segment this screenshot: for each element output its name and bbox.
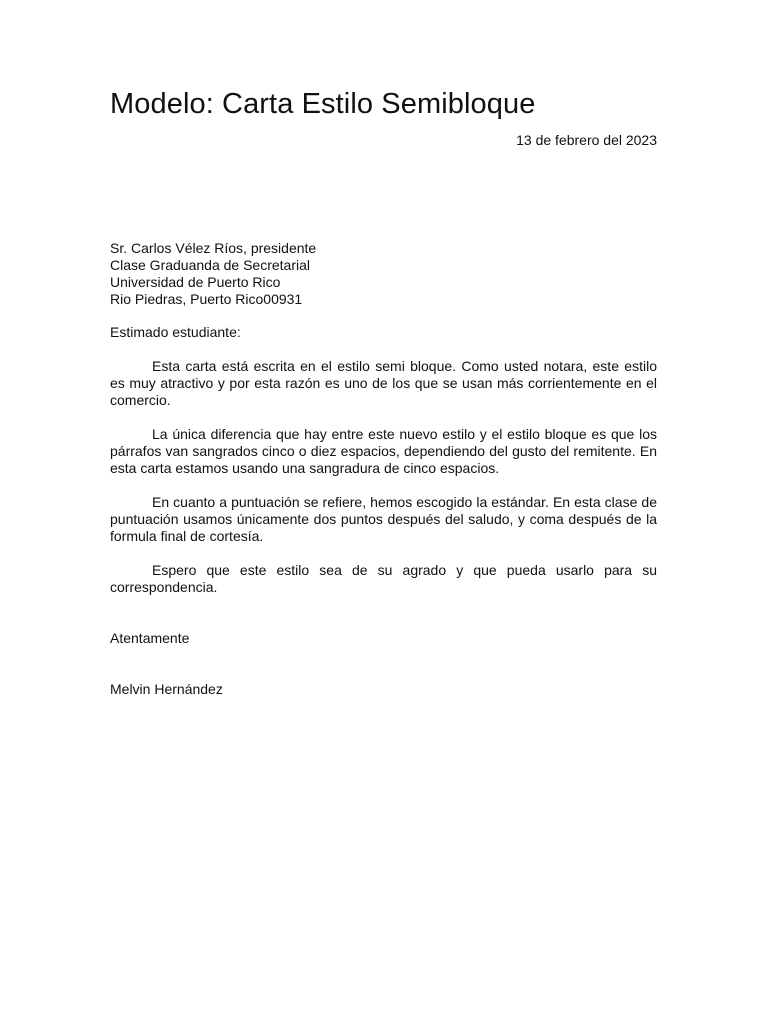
address-line: Sr. Carlos Vélez Ríos, presidente — [110, 240, 317, 256]
recipient-address — [110, 240, 657, 308]
letter-paragraph: La única diferencia que hay entre este nuevo estilo y el estilo bloque es que los párrafos van sangrados cinco o diez espacios, dependiendo del gusto del remitente. En esta carta estamos usando una sangradura de cinco espacios. — [110, 426, 657, 476]
address-line: Universidad de Puerto Rico — [110, 274, 281, 290]
salutation: Estimado estudiante: — [110, 324, 241, 340]
address-line: Clase Graduanda de Secretarial — [110, 257, 311, 273]
letter-body — [110, 86, 657, 698]
closing: Atentamente — [110, 630, 190, 646]
address-line: Rio Piedras, Puerto Rico00931 — [110, 291, 303, 307]
signature-name: Melvin Hernández — [110, 681, 223, 697]
letter-paragraph: En cuanto a puntuación se refiere, hemos escogido la estándar. En esta clase de puntuación usamos únicamente dos puntos después del saludo, y coma después de la formula final de cortesía. — [110, 494, 657, 544]
document-title: Modelo: Carta Estilo Semibloque — [110, 88, 536, 120]
letter-date: 13 de febrero del 2023 — [516, 132, 657, 148]
letter-paragraph: Espero que este estilo sea de su agrado y que pueda usarlo para su correspondencia. — [110, 562, 657, 595]
letter-paragraph: Esta carta está escrita en el estilo semi bloque. Como usted notara, este estilo es muy atractivo y por esta razón es uno de los que se usan más corrientemente en el comercio. — [110, 358, 657, 408]
